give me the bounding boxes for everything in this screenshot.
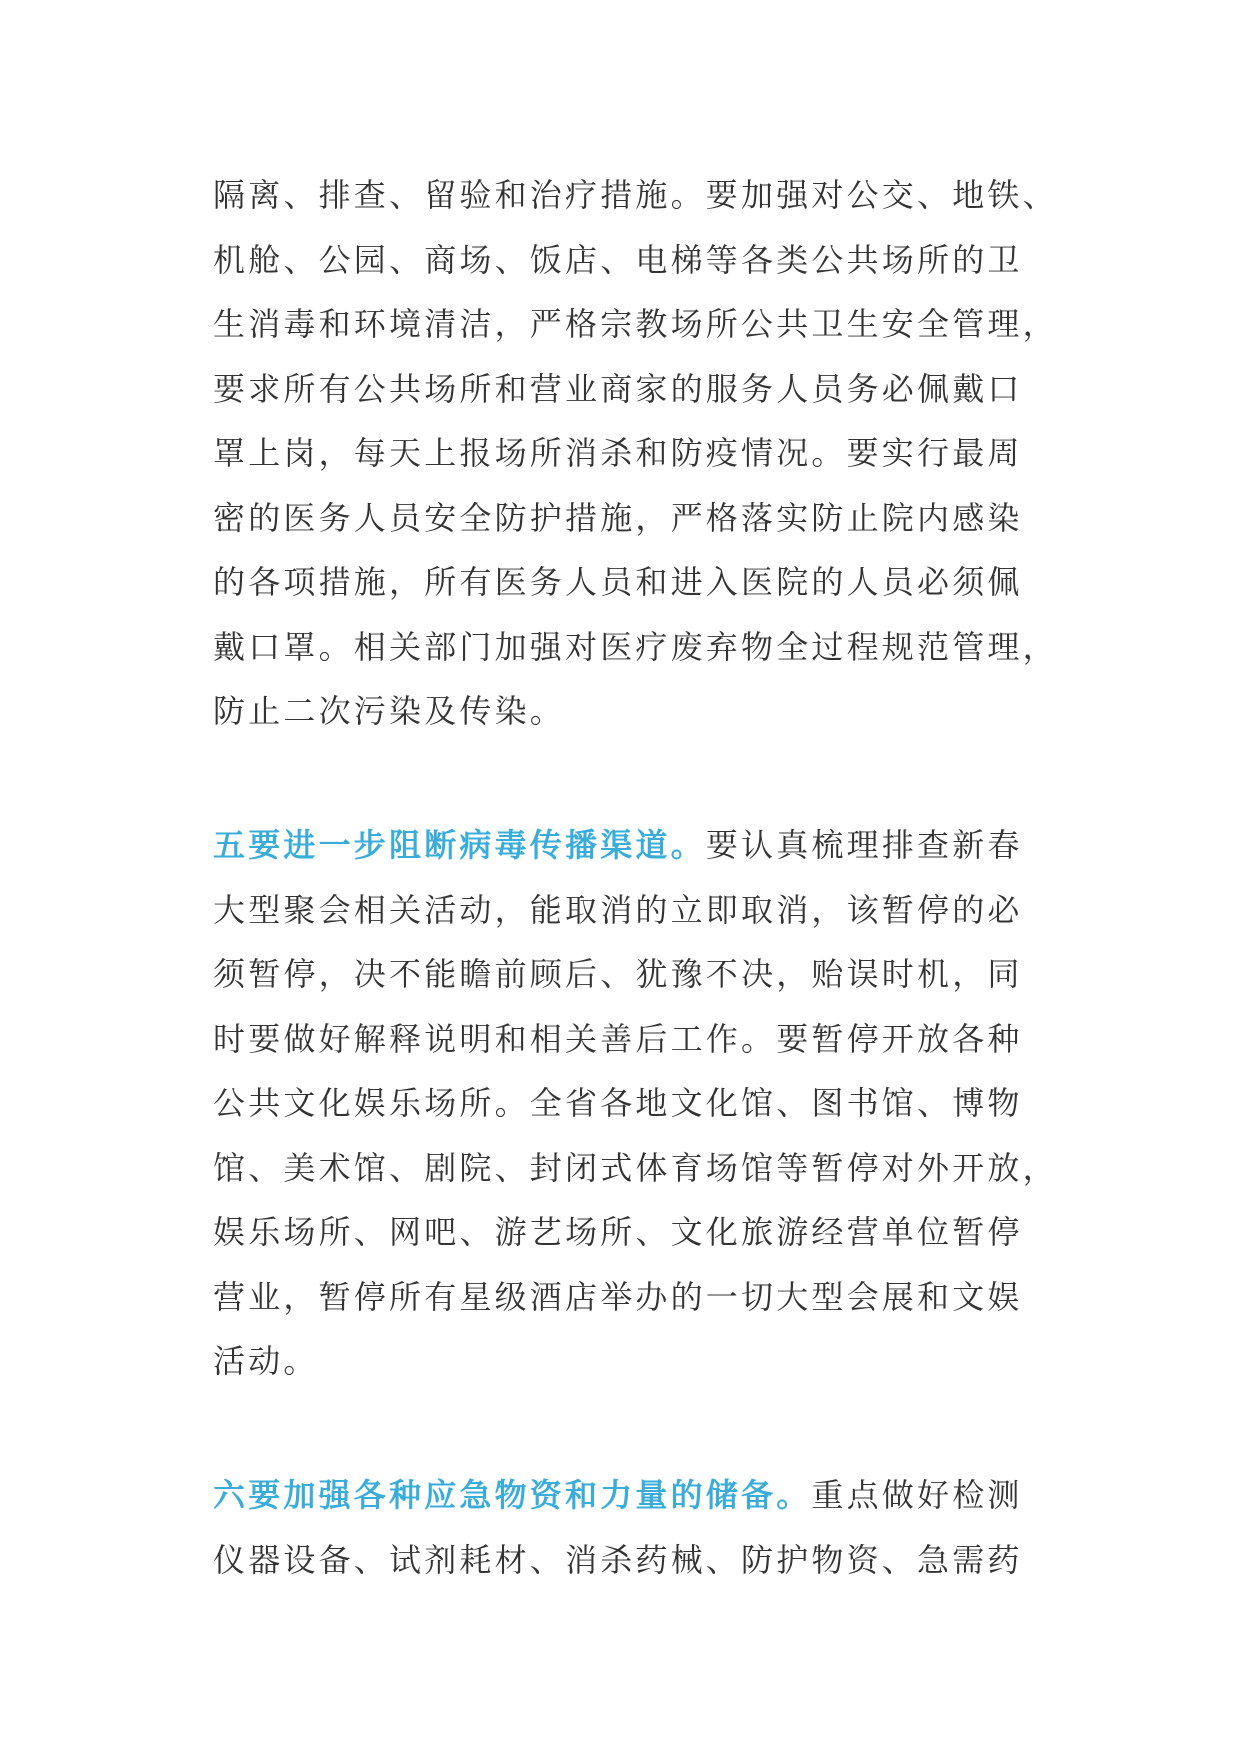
paragraph-1-line-1: 隔离、排查、留验和治疗措施。要加强对公交、地铁、 [213,176,1058,214]
paragraph-1-line-7: 的各项措施，所有医务人员和进入医院的人员必须佩 [213,563,1023,601]
paragraph-2-line-2: 大型聚会相关活动，能取消的立即取消，该暂停的必 [213,891,1023,929]
paragraph-2-first-line-text: 要认真梳理排查新春 [705,826,1023,864]
paragraph-3-line-2: 仪器设备、试剂耗材、消杀药械、防护物资、急需药 [213,1541,1023,1579]
paragraph-1-line-9: 防止二次污染及传染。 [213,692,566,730]
paragraph-2-line-6: 馆、美术馆、剧院、封闭式体育场馆等暂停对外开放， [213,1149,1058,1187]
section-heading-5: 五要进一步阻断病毒传播渠道。 [213,826,706,864]
paragraph-2-line-7: 娱乐场所、网吧、游艺场所、文化旅游经营单位暂停 [213,1213,1023,1251]
paragraph-2-line-3: 须暂停，决不能瞻前顾后、犹豫不决，贻误时机，同 [213,955,1023,993]
paragraph-3-line-1 [213,1475,1023,1515]
paragraph-2-line-4: 时要做好解释说明和相关善后工作。要暂停开放各种 [213,1020,1023,1058]
section-heading-6: 六要加强各种应急物资和力量的储备。 [213,1476,812,1514]
paragraph-1-line-2: 机舱、公园、商场、饭店、电梯等各类公共场所的卫 [213,241,1023,279]
paragraph-2-line-1 [213,825,1023,865]
paragraph-1-line-8: 戴口罩。相关部门加强对医疗废弃物全过程规范管理， [213,628,1058,666]
paragraph-1-line-6: 密的医务人员安全防护措施，严格落实防止院内感染 [213,499,1023,537]
paragraph-3-first-line-text: 重点做好检测 [811,1476,1023,1514]
paragraph-2-line-5: 公共文化娱乐场所。全省各地文化馆、图书馆、博物 [213,1084,1023,1122]
paragraph-1-line-4: 要求所有公共场所和营业商家的服务人员务必佩戴口 [213,370,1023,408]
paragraph-2-line-9: 活动。 [213,1342,319,1380]
paragraph-1-line-3: 生消毒和环境清洁，严格宗教场所公共卫生安全管理， [213,305,1058,343]
paragraph-2-line-8: 营业，暂停所有星级酒店举办的一切大型会展和文娱 [213,1278,1023,1316]
paragraph-1-line-5: 罩上岗，每天上报场所消杀和防疫情况。要实行最周 [213,434,1023,472]
